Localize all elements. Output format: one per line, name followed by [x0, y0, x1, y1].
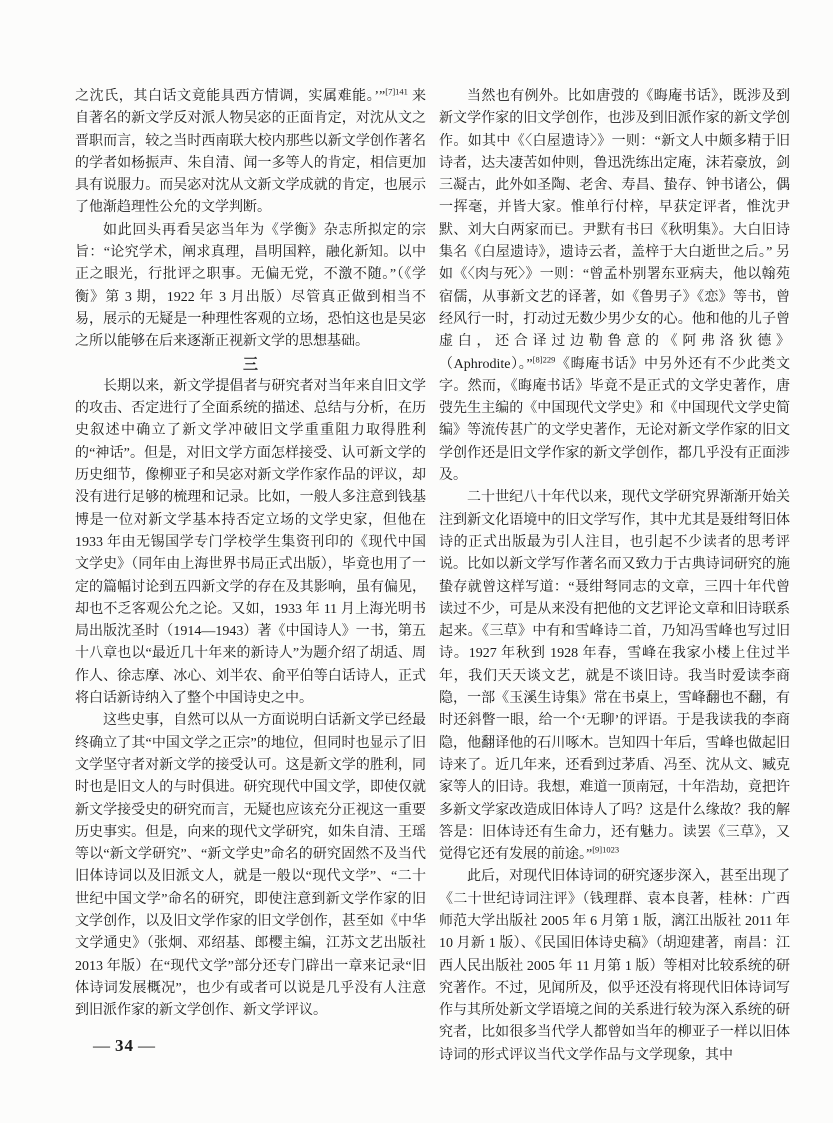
left-column — [75, 86, 426, 1067]
paragraph — [439, 86, 790, 487]
paragraph: 如此回头再看吴宓当年为《学衡》杂志所拟定的宗旨：“论究学术，阐求真理，昌明国粹，融化新知。以中正之眼光，行批评之职事。无偏无党，不激不随。”（《学衡》第 3 期，1922 年 3 月出版）尽管真正做到相当不易，展示的无疑是一种理性客观的立场，恐怕这也是吴宓之所以能够在后来逐渐正视新文学的思想基础。 — [75, 222, 426, 350]
footer-dash-right: — — [138, 1036, 156, 1055]
page-number: 34 — [115, 1036, 134, 1055]
footnote-ref: [8]229 — [532, 353, 556, 364]
section-heading: 三 — [242, 356, 258, 373]
two-column-layout — [75, 86, 790, 1067]
paragraph-continuation — [75, 86, 426, 220]
paragraph: 这些史事，自然可以从一方面说明白话新文学已经最终确立了其“中国文学之正宗”的地位，但同时也显示了旧文学坚守者对新文学的接受认可。这是新文学的胜利，同时也是旧文人的与时俱进。研究现代中国文学，即使仅就新文学接受史的研究而言，无疑也应该充分正视这一重要历史事实。但是，向来的现代文学研究，如朱自清、王瑶等以“新文学研究”、“新文学史”命名的研究固然不及当代旧体诗词以及旧派文人，就是一般以“现代文学”、“二十世纪中国文学”命名的研究，即使注意到新文学作家的旧文学创作，以及旧文学作家的旧文学创作，甚至如《中华文学通史》（张炯、邓绍基、郎樱主编，江苏文艺出版社 2013 年版）在“现代文学”部分还专门辟出一章来记录“旧体诗词发展概况”，也少有或者可以说是几乎没有人注意到旧派作家的新文学创作、新文学评议。 — [75, 713, 426, 1019]
paragraph-text: 来自著名的新文学反对派人物吴宓的正面肯定，对沈从文之晋职而言，较之当时西南联大校内那些以新文学创作著名的学者如杨振声、朱自清、闻一多等人的肯定，相信更加具有说服力。而吴宓对沈从文新文学成就的肯定，也展示了他渐趋理性公允的文学判断。 — [75, 89, 427, 216]
page-footer — [93, 1035, 156, 1057]
footer-dash-left: — — [93, 1036, 111, 1055]
footnote-ref: [7]141 — [385, 86, 408, 97]
paragraph-text: 之沈氏，其白话文竟能具西方情调，实属难能。’” — [75, 89, 386, 104]
paragraph: 此后，对现代旧体诗词的研究逐步深入，甚至出现了《二十世纪诗词注评》（钱理群、袁本良著，桂林：广西师范大学出版社 2005 年 6 月第 1 版，漓江出版社 2011 年 10 月新 1 版）、《民国旧体诗史稿》（胡迎建著，南昌：江西人民出版社 2005 年 11 月第 1 版）等相对比较系统的研究著作。不过，见闻所及，似乎还没有将现代旧体诗词写作与其所处新文学语境之间的关系进行较为深入系统的研究者，比如很多当代学人都曾如当年的柳亚子一样以旧体诗词的形式评议当代文学作品与文学现象，其中 — [439, 869, 790, 1063]
right-column — [439, 86, 790, 1067]
paragraph — [439, 487, 790, 866]
paragraph-text: 二十世纪八十年代以来，现代文学研究界渐渐开始关注到新文化语境中的旧文学写作，其中尤其是聂绀弩旧体诗的正式出版最为引人注目，也引起不少读者的思考评说。比如以新文学写作著名而又致力于古典诗词研究的施蛰存就曾这样写道：“聂绀弩同志的文章，三四十年代曾读过不少，可是从来没有把他的文艺评论文章和旧诗联系起来。《三草》中有和雪峰诗二首，乃知冯雪峰也写过旧诗。1927 年秋到 1928 年春，雪峰在我家小楼上住过半年，我们天天谈文艺，就是不谈旧诗。我当时爱读李商隐，一部《玉溪生诗集》常在书桌上，雪峰翻也不翻，有时还斜瞥一眼，给一个‘无聊’的评语。于是我读我的李商隐，他翻译他的石川啄木。岂知四十年后，雪峰也做起旧诗来了。近几年来，还看到过茅盾、冯至、沈从文、臧克家等人的旧诗。我想，难道一顶南冠，十年浩劫，竟把许多新文学家改造成旧体诗人了吗？这是什么缘故？我的解答是：旧体诗还有生命力，还有魅力。读罢《三草》，又觉得它还有发展的前途。” — [439, 490, 790, 863]
footnote-ref: [9]1023 — [592, 844, 620, 855]
paragraph-text: 当然也有例外。比如唐弢的《晦庵书话》，既涉及到新文学作家的旧文学创作，也涉及到旧派作家的新文学创作。如其中《〈白屋遗诗〉》一则：“新文人中颇多精于旧诗者，达夫凄苦如仲则，鲁迅洗练出定庵，沫若豪放，剑三凝古，此外如圣陶、老舍、寿昌、蛰存、钟书诸公，偶一挥毫，并皆大家。惟单行付梓，早获定评者，惟沈尹默、刘大白两家而已。尹默有书曰《秋明集》。大白旧诗集名《白屋遗诗》，遗诗云者，盖梓于大白逝世之后。” 另如《〈肉与死〉》一则：“曾孟朴别署东亚病夫，他以翰苑宿儒，从事新文艺的译著，如《鲁男子》《恋》等书，曾经风行一时，打动过无数少男少女的心。他和他的儿子曾虚白，还合译过边勒鲁意的《阿弗洛狄德》（Aphrodite）。” — [439, 89, 790, 372]
paragraph-text: 《晦庵书话》中另外还有不少此类文字。然而，《晦庵书话》毕竟不是正式的文学史著作，唐弢先生主编的《中国现代文学史》和《中国现代文学史简编》等流传甚广的文学史著作，无论对新文学作家的旧文学创作还是旧文学作家的新文学创作，都几乎没有正面涉及。 — [439, 356, 791, 484]
paragraph: 长期以来，新文学提倡者与研究者对当年来自旧文学的攻击、否定进行了全面系统的描述、总结与分析，在历史叙述中确立了新文学冲破旧文学重重阻力取得胜利的“神话”。但是，对旧文学方面怎样接受、认可新文学的历史细节，像柳亚子和吴宓对新文学作家作品的评议，却没有进行足够的梳理和记录。比如，一般人多注意到钱基博是一位对新文学基本持否定立场的文学史家，但他在 1933 年由无锡国学专门学校学生集资刊印的《现代中国文学史》（同年由上海世界书局正式出版），毕竟也用了一定的篇幅讨论到五四新文学的存在及其影响，虽有偏见，却也不乏客观公允之论。又如，1933 年 11 月上海光明书局出版沈圣时（1914—1943）著《中国诗人》一书，第五十八章也以“最近几十年来的新诗人”为题介绍了胡适、周作人、徐志摩、冰心、刘半农、俞平伯等白话诗人，正式将白话新诗纳入了整个中国诗史之中。 — [75, 378, 426, 707]
